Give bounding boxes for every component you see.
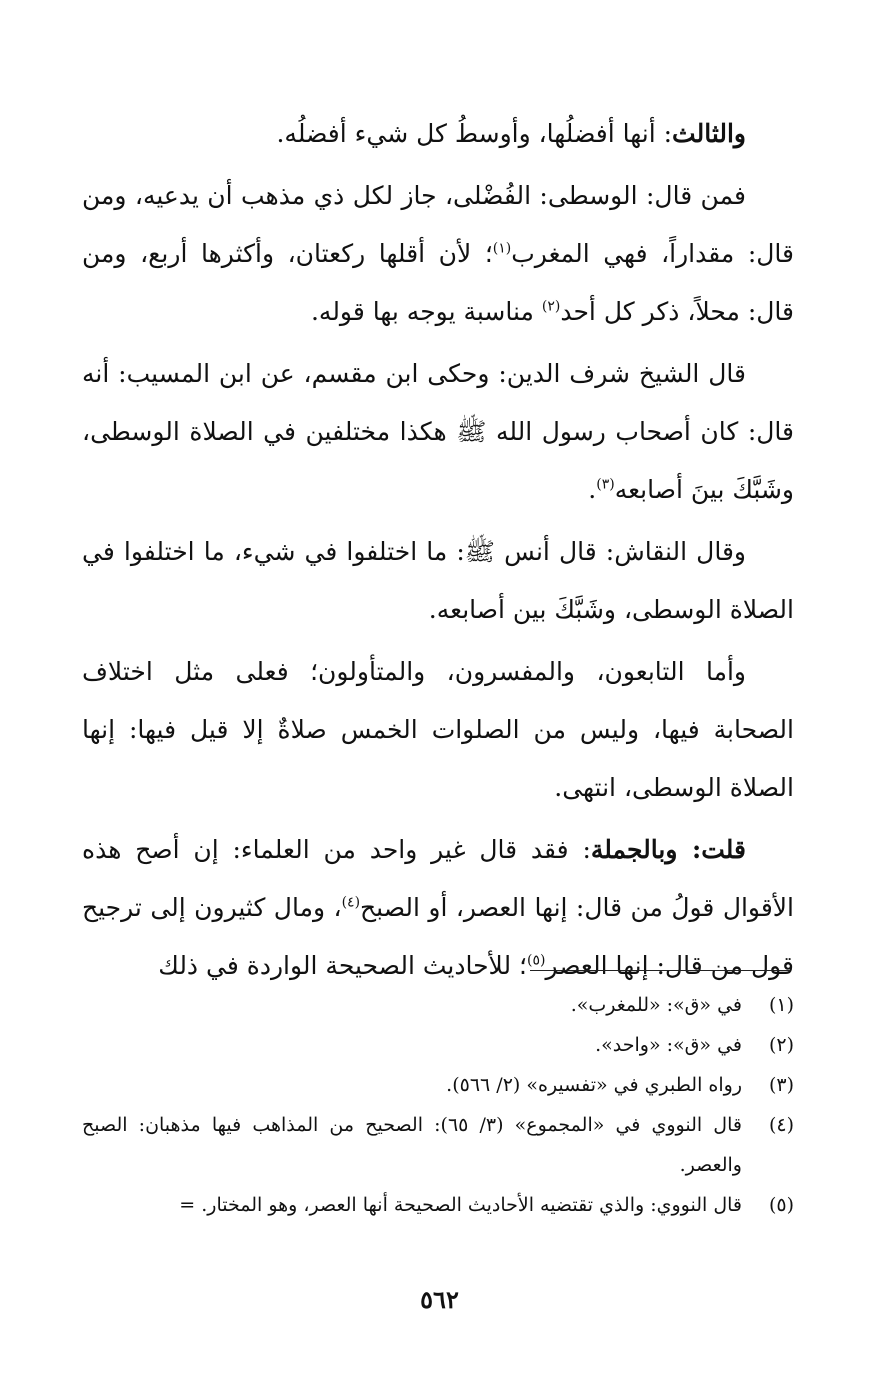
paragraph-text: وأما التابعون، والمفسرون، والمتأولون؛ فعلى مثل اختلاف الصحابة فيها، وليس من الصلوات الخمس صلاةٌ إلا قيل فيها: إنها الصلاة الوسطى، انتهى. <box>82 657 794 802</box>
paragraph-line: ؛ لأن أقلها ركعتان، وأكثرها أربع، <box>140 239 493 268</box>
footnote <box>82 1185 794 1225</box>
paragraph-line: مناسبة يوجه بها قوله. <box>310 297 534 326</box>
footnotes <box>82 985 794 1225</box>
footnote-text: قال النووي في «المجموع» (٣/ ٦٥): الصحيح من المذاهب فيها مذهبان: الصبح والعصر. <box>82 1114 742 1176</box>
paragraph-opinions <box>82 167 794 341</box>
paragraph-line: ومن قال: محلاً، ذكر كل أحد <box>82 239 794 326</box>
footnote <box>82 1025 794 1065</box>
paragraph-tabiun <box>82 643 794 817</box>
main-text <box>82 105 794 999</box>
paragraph-text: : فقد قال غير واحد من العلماء: إن أصح هذه الأقوال قولُ من قال: إنها العصر، أو الصبح <box>82 835 794 922</box>
paragraph-lead: والثالث <box>672 119 746 148</box>
footnote-text: في «ق»: «للمغرب». <box>570 994 742 1016</box>
paragraph-sharaf-aldin <box>82 345 794 519</box>
footnote-separator <box>530 970 790 971</box>
footnote-text: في «ق»: «واحد». <box>595 1034 742 1056</box>
footnote-marker[interactable]: (٢) <box>541 298 561 315</box>
footnote-number: (٣) <box>768 1074 794 1096</box>
footnote-number: (٤) <box>768 1114 794 1136</box>
paragraph-text: ؛ للأحاديث الصحيحة الواردة في ذلك <box>158 951 527 980</box>
footnote-number: (٢) <box>768 1034 794 1056</box>
paragraph-conclusion <box>82 821 794 995</box>
paragraph-naqqash <box>82 523 794 639</box>
footnote <box>82 1105 794 1185</box>
paragraph-text: وقال النقاش: قال أنس ﷺ: ما اختلفوا في شيء، ما اختلفوا في الصلاة الوسطى، وشَبَّكَ بين أصابعه. <box>82 537 794 624</box>
footnote-number: (١) <box>768 994 794 1016</box>
paragraph-third <box>82 105 794 163</box>
paragraph-end: . <box>588 475 597 504</box>
paragraph-lead: قلت: وبالجملة <box>590 835 746 864</box>
paragraph-text: : أنها أفضلُها، وأوسطُ كل شيء أفضلُه. <box>276 119 673 148</box>
footnote-text: قال النووي: والذي تقتضيه الأحاديث الصحيحة أنها العصر، وهو المختار. = <box>179 1194 742 1216</box>
footnote-marker[interactable]: (١) <box>492 240 512 257</box>
footnote-marker[interactable]: (٤) <box>341 894 361 911</box>
footnote-text: رواه الطبري في «تفسيره» (٢/ ٥٦٦). <box>446 1074 742 1096</box>
footnote-marker[interactable]: (٥) <box>526 952 546 969</box>
paragraph-text: ، ومال كثيرون إلى ترجيح قول من قال: إنها العصر <box>82 893 794 980</box>
footnote-number: (٥) <box>768 1194 794 1216</box>
footnote-marker[interactable]: (٣) <box>596 476 615 493</box>
page-number: ٥٦٢ <box>420 1285 459 1314</box>
footnote <box>82 1065 794 1105</box>
paragraph-line: فمن قال: الوسطى: الفُضْلى، جاز لكل ذي مذهب أن يدعيه، <box>134 181 746 210</box>
footnote <box>82 985 794 1025</box>
paragraph-text: قال الشيخ شرف الدين: وحكى ابن مقسم، عن ابن المسيب: أنه قال: كان أصحاب رسول الله ﷺ هكذا مختلفين في الصلاة الوسطى، وشَبَّكَ بينَ أصابعه <box>82 359 794 504</box>
paragraph-line: ومن قال: مقداراً، فهي المغرب <box>82 181 794 268</box>
